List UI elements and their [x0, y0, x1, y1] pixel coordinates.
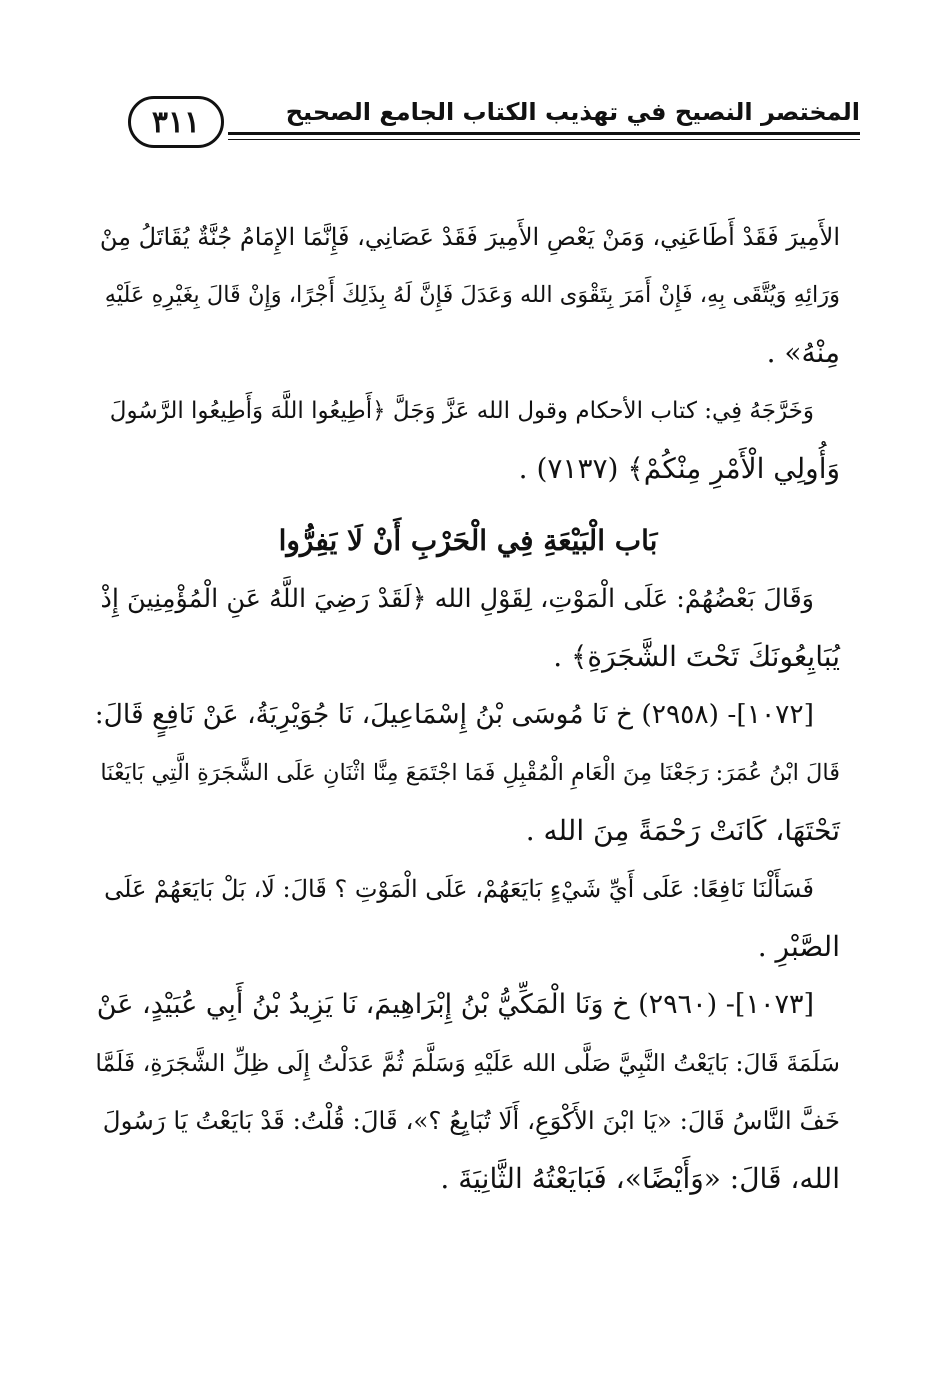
text-line: الصَّبْرِ . [757, 930, 840, 963]
text-line: وَخَرَّجَهُ فِي: كتاب الأحكام وقول الله عَزَّ وَجَلَّ ﴿أَطِيعُوا اللَّهَ وَأَطِيعُوا الرَّسُولَ [109, 398, 814, 424]
book-title: المختصر النصيح في تهذيب الكتاب الجامع الصحيح [285, 98, 860, 126]
page-number: ٣١١ [151, 104, 201, 140]
text-line: تَحْتَهَا، كَانَتْ رَحْمَةً مِنَ الله . [525, 814, 840, 847]
text-line: مِنْهُ» . [766, 336, 840, 369]
text-line: خَفَّ النَّاسُ قَالَ: «يَا ابْنَ الأَكْوَعِ، أَلَا تُبَايِعُ ؟»، قَالَ: قُلْتُ: قَدْ بَايَعْتُ يَا رَسُولَ [102, 1106, 840, 1135]
text-line: فَسَأَلْنَا نَافِعًا: عَلَى أَيِّ شَيْءٍ بَايَعَهُمْ، عَلَى الْمَوْتِ ؟ قَالَ: لَا، بَلْ بَايَعَهُمْ عَلَى [104, 875, 814, 903]
text-line: يُبَايِعُونَكَ تَحْتَ الشَّجَرَةِ﴾ . [553, 640, 840, 673]
hadith-number-line: [١٠٧٣]- (٢٩٦٠) خ وَنَا الْمَكِّيُّ بْنُ إِبْرَاهِيمَ، نَا يَزِيدُ بْنُ أَبِي عُبَيْدٍ، عَنْ [96, 989, 814, 1020]
page-header [120, 92, 860, 156]
header-rule-thick [228, 132, 860, 135]
header-rule-thin [228, 139, 860, 140]
text-line: وَرَائِهِ وَيُتَّقَى بِهِ، فَإِنْ أَمَرَ بِتَقْوَى الله وَعَدَلَ فَإِنَّ لَهُ بِذَلِكَ أَجْرًا، وَإِنْ قَالَ بِغَيْرِهِ عَلَيْهِ [104, 282, 840, 308]
text-line: الأَمِيرَ فَقَدْ أَطَاعَنِي، وَمَنْ يَعْصِ الأَمِيرَ فَقَدْ عَصَانِي، فَإِنَّمَا الإِمَامُ جُنَّةٌ يُقَاتَلُ مِنْ [99, 223, 840, 251]
text-line: سَلَمَةَ قَالَ: بَايَعْتُ النَّبِيَّ صَلَّى الله عَلَيْهِ وَسَلَّمَ ثُمَّ عَدَلْتُ إِلَى ظِلِّ الشَّجَرَةِ، فَلَمَّا [95, 1049, 840, 1077]
page-body [96, 208, 840, 1208]
text-line: وَأُولِي الْأَمْرِ مِنْكُمْ﴾ (٧١٣٧) . [518, 452, 840, 485]
text-line: وَقَالَ بَعْضُهُمْ: عَلَى الْمَوْتِ، لِقَوْلِ الله ﴿لَقَدْ رَضِيَ اللَّهُ عَنِ الْمُؤْمِنِينَ إِذْ [100, 584, 814, 614]
text-line: الله، قَالَ: «وَأَيْضًا»، فَبَايَعْتُهُ الثَّانِيَةَ . [440, 1162, 840, 1195]
chapter-heading: بَاب الْبَيْعَةِ فِي الْحَرْبِ أَنْ لَا يَفِرُّوا [278, 524, 658, 557]
page-number-box [128, 96, 224, 148]
hadith-number-line: [١٠٧٢]- (٢٩٥٨) خ نَا مُوسَى بْنُ إِسْمَاعِيلَ، نَا جُوَيْرِيَةُ، عَنْ نَافِعٍ قَالَ: [94, 699, 814, 730]
text-line: قَالَ ابْنُ عُمَرَ: رَجَعْنَا مِنَ الْعَامِ الْمُقْبِلِ فَمَا اجْتَمَعَ مِنَّا اثْنَانِ عَلَى الشَّجَرَةِ الَّتِي بَايَعْنَا [100, 760, 840, 786]
